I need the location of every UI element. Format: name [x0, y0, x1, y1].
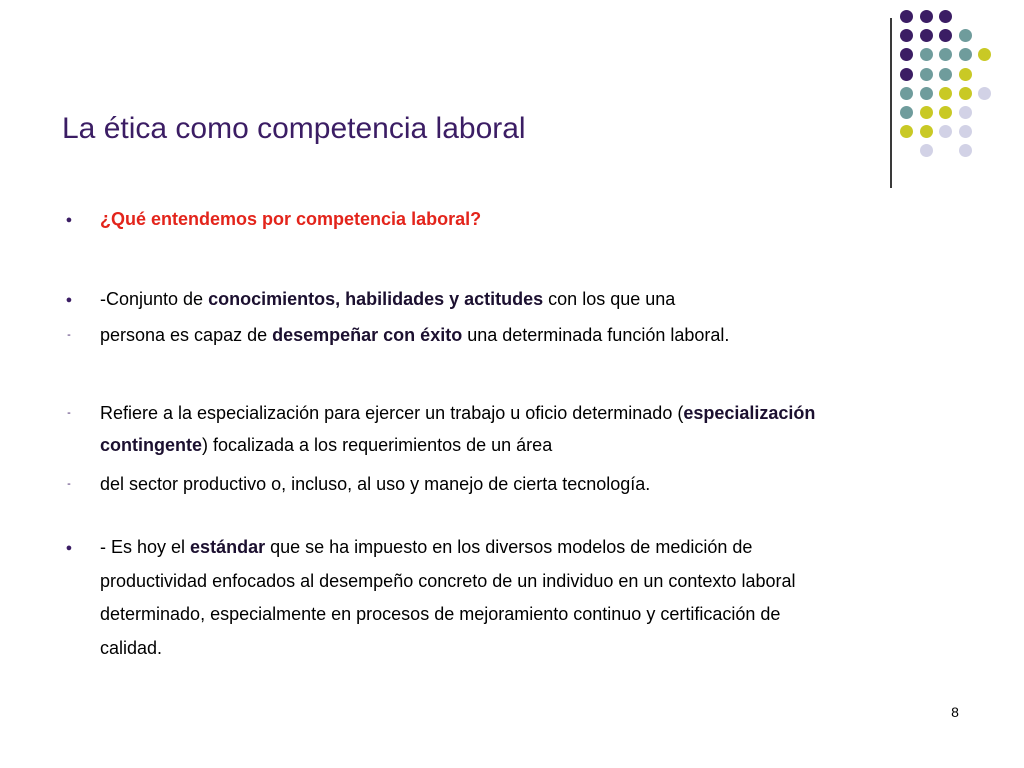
decorative-dot-grid [900, 10, 1010, 170]
decorative-dot [920, 68, 933, 81]
text-run: -Conjunto de [100, 289, 209, 309]
decorative-dot [900, 106, 913, 119]
bullet-marker [62, 530, 76, 565]
bold-run: contingente [100, 435, 202, 455]
decorative-dot [900, 29, 913, 42]
decorative-dot [939, 106, 952, 119]
specialization-line-2 [100, 428, 960, 462]
decorative-dot [959, 48, 972, 61]
text-run: con los que una [543, 289, 676, 309]
decorative-dot [939, 125, 952, 138]
decorative-dot [939, 10, 952, 23]
decorative-dot [939, 87, 952, 100]
definition-line-1 [100, 282, 960, 316]
page-number: 8 [951, 704, 959, 720]
decorative-dot [900, 125, 913, 138]
text-run: persona es capaz de [100, 325, 273, 345]
bullet-marker [62, 282, 76, 317]
specialization-line-1 [100, 396, 960, 430]
decorative-vertical-line [890, 18, 892, 188]
question-text: ¿Qué entendemos por competencia laboral? [100, 209, 482, 229]
bold-run: estándar [190, 537, 266, 557]
dash-marker: - [67, 407, 71, 419]
definition-line-2 [100, 318, 960, 352]
decorative-dot [900, 87, 913, 100]
decorative-dot [959, 125, 972, 138]
productive-sector-line: del sector productivo o, incluso, al uso y manejo de cierta tecnología. [100, 474, 651, 494]
standard-line-1 [100, 530, 960, 564]
decorative-dot [920, 106, 933, 119]
bold-run: especialización [683, 403, 816, 423]
decorative-dot [900, 10, 913, 23]
decorative-dot [959, 87, 972, 100]
dash-marker: - [67, 329, 71, 341]
decorative-dot [959, 68, 972, 81]
text-run: que se ha impuesto en los diversos modelos de medición de [265, 537, 753, 557]
decorative-dot [900, 68, 913, 81]
slide-title: La ética como competencia laboral [62, 112, 526, 145]
decorative-dot [920, 10, 933, 23]
decorative-dot [978, 48, 991, 61]
decorative-dot [978, 87, 991, 100]
decorative-dot [920, 29, 933, 42]
decorative-dot [920, 87, 933, 100]
decorative-dot [959, 106, 972, 119]
decorative-dot [920, 125, 933, 138]
decorative-dot [959, 144, 972, 157]
bold-run: conocimientos, habilidades y actitudes [208, 289, 544, 309]
text-run: - Es hoy el [100, 537, 191, 557]
text-run: ) focalizada a los requerimientos de un área [202, 435, 553, 455]
bold-run: desempeñar con éxito [272, 325, 463, 345]
decorative-dot [920, 48, 933, 61]
standard-line-2: productividad enfocados al desempeño concreto de un individuo en un contexto laboral [100, 571, 796, 591]
decorative-dot [900, 48, 913, 61]
dash-marker: - [67, 478, 71, 490]
standard-line-4: calidad. [100, 638, 163, 658]
decorative-dot [939, 48, 952, 61]
decorative-dot [959, 29, 972, 42]
text-run: una determinada función laboral. [462, 325, 730, 345]
decorative-dot [920, 144, 933, 157]
decorative-dot [939, 29, 952, 42]
standard-line-3: determinado, especialmente en procesos de mejoramiento continuo y certificación de [100, 604, 781, 624]
decorative-dot [939, 68, 952, 81]
bullet-marker [62, 202, 76, 237]
text-run: Refiere a la especialización para ejercer un trabajo u oficio determinado ( [100, 403, 684, 423]
